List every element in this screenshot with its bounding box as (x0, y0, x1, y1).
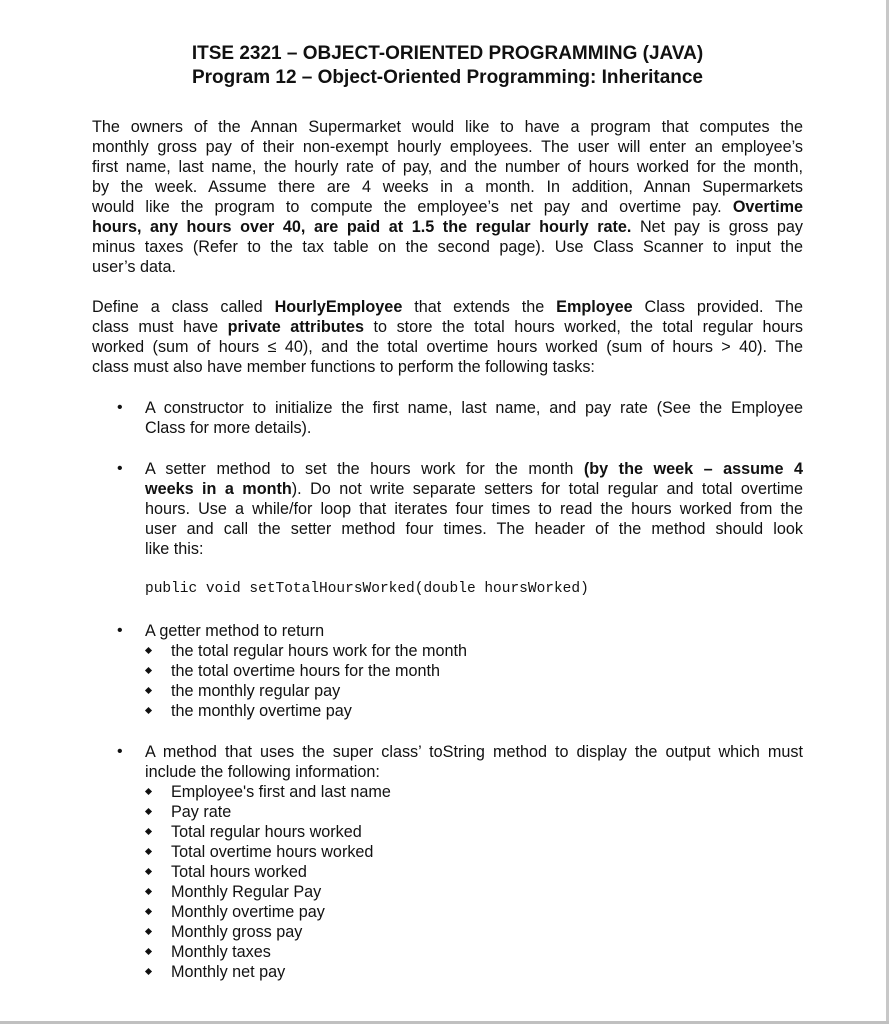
list-item (145, 661, 467, 681)
list-item (145, 922, 391, 942)
list-item-text: Pay rate (171, 803, 232, 821)
diamond-bullet-icon (145, 848, 152, 855)
list-item-text: Monthly Regular Pay (171, 883, 322, 901)
diamond-bullet-icon (145, 788, 152, 795)
bullet-icon: • (117, 460, 123, 477)
bullet-line (145, 459, 803, 479)
list-item (145, 681, 467, 701)
by-week-emphasis: (by the week – assume 4 (583, 460, 803, 478)
list-item (145, 701, 467, 721)
method-header-code: public void setTotalHoursWorked(double hoursWorked) (145, 581, 589, 597)
output-info-sublist (145, 782, 391, 982)
diamond-bullet-icon (145, 968, 152, 975)
diamond-bullet-icon (145, 908, 152, 915)
intro-text: Net pay is gross pay (639, 218, 804, 236)
overtime-emphasis: Overtime (732, 198, 803, 216)
intro-line: The owners of the Annan Supermarket would like to have a program that computes the (92, 118, 803, 136)
superclass-emphasis: Employee (556, 298, 633, 316)
define-line: class must also have member functions to perform the following tasks: (92, 358, 595, 376)
diamond-bullet-icon (145, 707, 152, 714)
bullet-text-part: A setter method to set the hours work for the month (145, 460, 574, 478)
intro-paragraph (92, 117, 803, 277)
diamond-bullet-icon (145, 928, 152, 935)
define-text: Define a class called (92, 298, 263, 316)
setter-bullet (92, 459, 803, 559)
intro-line (92, 197, 803, 217)
bullet-line (145, 479, 803, 499)
bullet-text (145, 398, 803, 438)
program-title: Program 12 – Object-Oriented Programming: Inheritance (191, 67, 703, 88)
list-item (145, 882, 391, 902)
list-item (145, 641, 467, 661)
intro-line: by the week. Assume there are 4 weeks in a month. In addition, Annan Supermarkets (92, 178, 803, 196)
list-item (145, 802, 391, 822)
define-text: to store the total hours worked, the total regular hours (373, 318, 804, 336)
overtime-rule-emphasis: hours, any hours over 40, are paid at 1.5 the regular hourly rate. (92, 218, 632, 236)
list-item-text: Total hours worked (171, 863, 307, 881)
define-line (92, 317, 803, 337)
bullet-text (145, 459, 803, 559)
list-item (145, 902, 391, 922)
diamond-bullet-icon (145, 667, 152, 674)
list-item-text: Total overtime hours worked (171, 843, 374, 861)
list-item-text: the monthly overtime pay (171, 702, 352, 720)
list-item-text: the total overtime hours for the month (171, 662, 441, 680)
bullet-text (145, 742, 803, 782)
diamond-bullet-icon (145, 647, 152, 654)
diamond-bullet-icon (145, 808, 152, 815)
diamond-bullet-icon (145, 888, 152, 895)
bullet-text: A getter method to return (145, 622, 325, 640)
list-item-text: Employee's first and last name (171, 783, 391, 801)
list-item-text: the total regular hours work for the month (171, 642, 468, 660)
define-text: Class provided. The (644, 298, 803, 316)
course-title: ITSE 2321 – OBJECT-ORIENTED PROGRAMMING (JAVA) (191, 43, 704, 64)
bullet-text-part: ). Do not write separate setters for total regular and total overtime (291, 480, 803, 498)
intro-line: minus taxes (Refer to the tax table on the second page). Use Class Scanner to input the (92, 238, 803, 256)
intro-line: monthly gross pay of their non-exempt hourly employees. The user will enter an employee’s (92, 138, 803, 156)
list-item-text: Monthly overtime pay (171, 903, 325, 921)
intro-line (92, 217, 803, 237)
diamond-bullet-icon (145, 828, 152, 835)
bullet-icon: • (117, 743, 123, 760)
intro-text: would like the program to compute the employee’s net pay and overtime pay. (92, 198, 722, 216)
bullet-line: hours. Use a while/for loop that iterates four times to read the hours worked from the (145, 500, 803, 518)
list-item (145, 822, 391, 842)
tostring-bullet (92, 742, 803, 782)
list-item (145, 842, 391, 862)
intro-line: user’s data. (92, 258, 176, 276)
weeks-emphasis: weeks in a month (145, 480, 292, 498)
getter-bullet (92, 621, 803, 641)
list-item (145, 942, 391, 962)
bullet-icon: • (117, 622, 123, 639)
bullet-line: user and call the setter method four times. The header of the method should look (145, 520, 803, 538)
bullet-line: like this: (145, 540, 204, 558)
define-line: worked (sum of hours ≤ 40), and the total overtime hours worked (sum of hours > 40). The (92, 338, 803, 356)
bullet-icon: • (117, 399, 123, 416)
list-item-text: the monthly regular pay (171, 682, 341, 700)
private-attributes-emphasis: private attributes (227, 318, 365, 336)
bullet-line: Class for more details). (145, 419, 312, 437)
define-text: class must have (92, 318, 219, 336)
diamond-bullet-icon (145, 948, 152, 955)
class-definition-paragraph (92, 297, 803, 377)
intro-line: first name, last name, the hourly rate of pay, and the number of hours worked for the month, (92, 158, 803, 176)
bullet-line: A constructor to initialize the first name, last name, and pay rate (See the Employee (145, 399, 803, 417)
list-item-text: Monthly taxes (171, 943, 271, 961)
getter-sublist (145, 641, 467, 721)
list-item-text: Monthly gross pay (171, 923, 303, 941)
constructor-bullet (92, 398, 803, 438)
bullet-line: include the following information: (145, 763, 380, 781)
list-item (145, 782, 391, 802)
list-item-text: Total regular hours worked (171, 823, 362, 841)
define-line (92, 297, 803, 317)
diamond-bullet-icon (145, 687, 152, 694)
bullet-line: A method that uses the super class’ toString method to display the output which must (145, 743, 803, 761)
list-item (145, 862, 391, 882)
list-item (145, 962, 391, 982)
diamond-bullet-icon (145, 868, 152, 875)
define-text: that extends the (414, 298, 545, 316)
list-item-text: Monthly net pay (171, 963, 286, 981)
class-name-emphasis: HourlyEmployee (274, 298, 403, 316)
